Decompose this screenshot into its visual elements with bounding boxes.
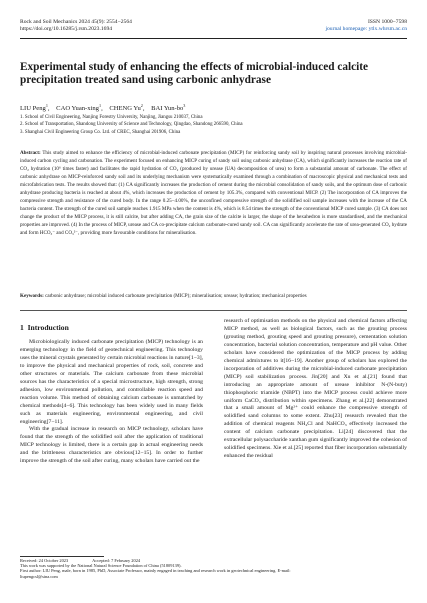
body-paragraph: research of optimisation methods on the physical and chemical factors affecting MICP method, as well as biological factors, such as the grouting process (grouting method, grouting speed and grouting pressure), cementation solution concentration, bacterial solution concentration, temperature and pH value. Other scholars have considered the optimization of the MICP process by adding chemical admixtures to it[16−19]. Another group of scholars has explored the incorporation of additives during the microbial-induced carbonate precipitation (MICP) soil stabilization process. Jin[20] and Xu et al.[21] found that introducing an appropriate amount of urease inhibitor N-(N-buty) thiophosphoric triamide (NBPT) into the MICP process could achieve more uniform CaCO₃ distribution within specimens. Zhang et al.[22] demonstrated that a small amount of Mg²⁺ could enhance the compressive strength of solidified sand columns to some extent. Zhu[23] research revealed that the addition of chemical reagents NH₄Cl and NaHCO₃ effectively increased the content of calcium carbonate precipitation. Li[24] discovered that the extracellular polysaccharide xanthan gum significantly improved the cohesion of solidified specimens. Xie et al.[25] reported that fiber incorporation substantially enhanced the residual: [224, 318, 407, 460]
body-paragraph: Microbiologically induced carbonate precipitation (MICP) technology is an emerging technology in the field of geotechnical engineering. This technology uses the mineral crystals generated by certain microbial reactions in nature[1−3], to improve the physical and mechanical properties of rock, soil, concrete and other structures or materials. The calcium carbonate from these microbial sources has the characteristics of a special microstructure, high strength, strong adhesion, low environmental pollution, and controllable reaction speed and reaction volume. This method of obtaining calcium carbonate is unmatched by chemical methods[4−6]. This technology has been widely used in many fields such as materials engineering, environmental engineering, and civil engineering[7−11].: [20, 339, 203, 425]
author-name: CHENG Yu: [109, 105, 141, 113]
body-paragraph: With the gradual increase in research on MICP technology, scholars have found that the strength of the solidified soil after the application of traditional MICP technology is limited, there is a certain gap in actual engineering needs and the brittleness characteristics are obvious[12−15]. In order to further improve the strength of the soil after curing, many scholars have carried out the: [20, 426, 203, 465]
journal-citation: [20, 19, 132, 33]
author-email: liupengcsl@sina.com: [20, 573, 58, 579]
journal-issn-block: [325, 19, 407, 33]
author-list: LIU Peng$^1$, CAO Yuan-xing$^1$, CHENG Yu$^2$, BAI Yun-$bo^3$: [20, 103, 186, 113]
keywords-label: Keywords:: [20, 293, 44, 299]
footnotes: [20, 558, 407, 579]
affiliation: 1. School of Civil Engineering, Nanjing Forestry University, Nanjing, Jiangsu 210037, China: [20, 115, 203, 120]
issn: ISSN 1000−7598: [367, 19, 407, 25]
journal-name: Rock and Soil Mechanics 2024 45(9): 2554−2564: [20, 19, 132, 25]
accepted-date: Accepted: 7 February 2024: [92, 558, 141, 563]
footnote-rule: [20, 556, 104, 557]
paper-title: Experimental study of enhancing the effects of microbial-induced calcite precipitation treated sand using carbonic anhydrase: [20, 61, 369, 86]
affiliation: 3. Shanghai Civil Engineering Group Co. Ltd. of CREC, Shanghai 201906, China: [20, 129, 181, 135]
doi-link[interactable]: https://doi.org/10.16285/j.rsm.2023.1694: [20, 26, 113, 32]
author-affil-mark: 1: [45, 103, 48, 108]
body-column-left: [20, 339, 203, 466]
abstract-text: This study aimed to enhance the efficiency of microbial-induced carbonate precipitation (MICP) for reinforcing sandy soil by inspiring natural processes involving microbial-induced carbon cycling and carbonation. The experiment focused on enhancing MICP curing of sandy soil using carbonic anhydrase (CA), which significantly increases the reaction rate of CO₂ hydration (10⁶ times faster) and facilitates the rapid hydration of CO₂ (produced by urease (UA) decomposition of urea) to form a substantial amount of carbonate. The effect of carbonic anhydrase on MICP-reinforced sandy soil and its underlying mechanism were systematically examined through a combination of macroscopic physical and mechanical tests and microfabrication tests. The results showed that: (1) CA significantly increases the production of cement during the microbial consolidation of sandy soils, and the optimum dose of carbonic anhydrase producing bacteria is reached at about 4%, which increases the production of cement by 105.3%, compared with conventional MICP. (2) The incorporation of CA improves the compressive strength and resistance of the cured body. In the range 0.25−4.00%, the unconfined compressive strength of the solidified soil sample increases with the increase of the CA bacteria content. The strength of the cured soil sample reaches 1.915 MPa when the content is 4%, which is 8.54 times the strength of the conventional MICP cured sample. (3) CA does not change the product of the MICP process, it is still calcite, but after adding CA, the grain size of the calcite is larger, the shape of the hexahedron is more standardised, and the mechanical properties are improved. (4) In the process of MICP, urease and CA co-precipitate calcium carbonate-cured sandy soil. CA can significantly accelerate the rate of urea-generated CO₂ hydrate and form HCO₃⁻ and CO₃²⁻, providing more favourable conditions for mineralisation.: [20, 150, 407, 236]
journal-header: [20, 19, 407, 37]
affiliation: 2. School of Transportation, Shandong University of Science and Technology, Qingdao, Shandong 266590, China: [20, 122, 243, 128]
section-title: Introduction: [27, 323, 69, 332]
keywords: [20, 293, 407, 301]
received-date: Received: 24 October 2023: [20, 558, 69, 563]
abstract-label: Abstract:: [20, 150, 41, 156]
affiliation-list: [20, 114, 243, 136]
abstract: [20, 150, 407, 237]
keywords-text: carbonic anhydrase; microbial induced carbonate precipitation (MICP); mineralisation; urease; hydration; mechanical properties: [45, 293, 307, 299]
author-name: BAI Yun-bo: [151, 105, 184, 113]
body-column-right: [224, 318, 407, 461]
header-rule: [20, 38, 407, 39]
author-affil-mark: 1: [98, 103, 102, 108]
section-number: 1: [20, 323, 24, 332]
section-heading: [20, 323, 69, 332]
author-affil-mark: 2: [140, 103, 143, 108]
author-name: LIU Peng: [20, 105, 46, 113]
funding-note: This work was supported by the National Natural Science Foundation of China (51809139).: [20, 563, 182, 569]
first-author-note: First author: LIU Peng, male, born in 1985, PhD, Associate Professor, mainly engaged in teaching and research work in geotechnical engineering. E-mail:: [20, 568, 291, 574]
author-affil-mark: 3: [183, 103, 186, 108]
journal-homepage-link[interactable]: journal homepage: ytlx.whrsm.ac.cn: [325, 26, 407, 32]
author-name: CAO Yuan-xing: [56, 105, 99, 113]
section-divider: [20, 310, 407, 311]
